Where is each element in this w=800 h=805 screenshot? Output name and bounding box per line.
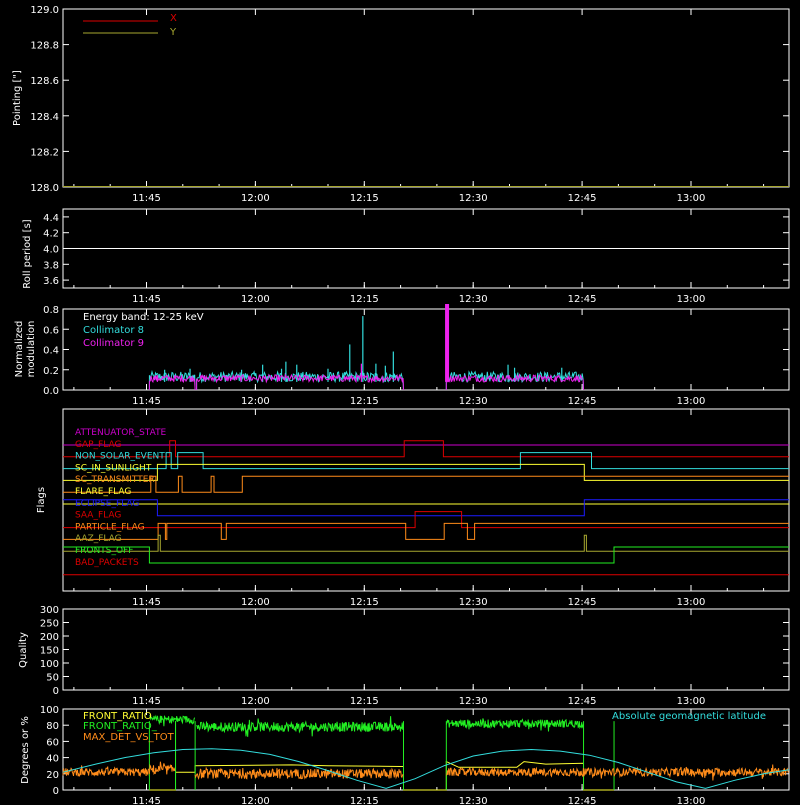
ytick-label: 4.0 <box>43 244 59 256</box>
xtick-label: 12:45 <box>567 396 597 407</box>
ytick-label: 0.0 <box>43 386 59 397</box>
xtick-label: 12:15 <box>349 597 379 608</box>
xtick-label: 12:45 <box>567 193 597 204</box>
xtick-label: 13:00 <box>676 796 706 805</box>
flag-label: NON_SOLAR_EVENT <box>75 451 165 462</box>
flag-label: AAZ_FLAG <box>75 534 122 545</box>
xtick-label: 12:00 <box>240 193 270 204</box>
ratios-ylabel: Degrees or % <box>20 716 31 784</box>
xtick-label: 12:45 <box>567 597 597 608</box>
xtick-label: 13:00 <box>676 696 706 707</box>
ytick-label: 80 <box>46 721 59 733</box>
ytick-label: 300 <box>39 605 59 616</box>
ytick-label: 128.4 <box>30 111 59 123</box>
xtick-label: 12:15 <box>349 294 379 305</box>
xtick-label: 12:00 <box>240 294 270 305</box>
legend-label-collimator-8: Collimator 8 <box>83 325 144 336</box>
ytick-label: 200 <box>39 632 59 643</box>
energy-band-label: Energy band: 12-25 keV <box>83 312 204 323</box>
ytick-label: 0.8 <box>43 305 59 316</box>
xtick-label: 11:45 <box>132 294 161 305</box>
ytick-label: 0 <box>52 686 59 697</box>
geomag-latitude-label: Absolute geomagnetic latitude <box>612 711 766 722</box>
xtick-label: 12:45 <box>567 294 597 305</box>
xtick-label: 13:00 <box>676 597 706 608</box>
ytick-label: 128.8 <box>30 40 59 52</box>
ytick-label: 40 <box>46 753 59 765</box>
xtick-label: 11:45 <box>132 396 161 407</box>
legend-label-x: X <box>170 13 177 24</box>
pointing-ylabel: Pointing ["] <box>12 70 23 126</box>
xtick-label: 13:00 <box>676 193 706 204</box>
ytick-label: 128.2 <box>30 147 59 159</box>
ytick-label: 100 <box>39 659 59 670</box>
xtick-label: 11:45 <box>132 796 161 805</box>
ytick-label: 4.2 <box>43 228 59 240</box>
xtick-label: 13:00 <box>676 396 706 407</box>
legend-label-front-ratio-alt: FRONT_RATIO_ <box>83 721 157 732</box>
ytick-label: 60 <box>46 737 59 749</box>
xtick-label: 12:30 <box>458 294 488 305</box>
quality-ylabel: Quality <box>18 632 29 668</box>
ytick-label: 50 <box>46 672 59 684</box>
ytick-label: 3.8 <box>43 260 59 272</box>
ytick-label: 4.4 <box>43 212 59 224</box>
flag-label: ECLIPSE_FLAG <box>75 498 140 509</box>
xtick-label: 11:45 <box>132 193 161 204</box>
flag-label: SC_TRANSMITTER <box>75 475 155 486</box>
flag-label: SAA_FLAG <box>75 510 122 521</box>
xtick-label: 12:30 <box>458 796 488 805</box>
xtick-label: 12:00 <box>240 396 270 407</box>
ytick-label: 129.0 <box>30 5 59 16</box>
flag-label: GAP_FLAG <box>75 439 122 450</box>
flag-label: ATTENUATOR_STATE <box>75 428 167 438</box>
xtick-label: 12:15 <box>349 193 379 204</box>
ytick-label: 128.6 <box>30 76 59 88</box>
modulation-ylabel-line1: Normalized <box>14 320 25 378</box>
xtick-label: 11:45 <box>132 597 161 608</box>
ytick-label: 0 <box>52 786 59 797</box>
roll-ylabel: Roll period [s] <box>22 219 33 289</box>
flag-label: SC_IN_SUNLIGHT <box>75 463 152 474</box>
legend-label-collimator-9: Collimator 9 <box>83 338 144 349</box>
xtick-label: 12:30 <box>458 597 488 608</box>
ytick-label: 3.6 <box>43 276 59 288</box>
xtick-label: 12:30 <box>458 696 488 707</box>
legend-label-front-ratio: FRONT_RATIO <box>83 711 152 722</box>
ytick-label: 0.2 <box>43 365 59 377</box>
flags-ylabel: Flags <box>36 486 47 514</box>
flag-label: FRONTS_OFF <box>75 546 134 556</box>
xtick-label: 12:00 <box>240 696 270 707</box>
xtick-label: 12:30 <box>458 193 488 204</box>
xtick-label: 12:30 <box>458 396 488 407</box>
ytick-label: 250 <box>39 618 59 630</box>
ytick-label: 0.6 <box>43 325 59 337</box>
modulation-ylabel-line2: modulation <box>26 320 37 378</box>
legend-label-max-det: MAX_DET_VS_TOT <box>83 732 174 743</box>
xtick-label: 12:15 <box>349 696 379 707</box>
ytick-label: 20 <box>46 769 59 781</box>
flag-label: BAD_PACKETS <box>75 557 139 568</box>
xtick-label: 11:45 <box>132 696 161 707</box>
legend-label-y: Y <box>170 27 177 38</box>
ytick-label: 100 <box>39 705 59 716</box>
flag-label: FLARE_FLAG <box>75 487 132 497</box>
xtick-label: 12:15 <box>349 396 379 407</box>
xtick-label: 12:45 <box>567 796 597 805</box>
flag-label: PARTICLE_FLAG <box>75 522 145 533</box>
xtick-label: 12:00 <box>240 597 270 608</box>
xtick-label: 13:00 <box>676 294 706 305</box>
xtick-label: 12:15 <box>349 796 379 805</box>
ytick-label: 0.4 <box>43 345 59 357</box>
ytick-label: 150 <box>39 645 59 657</box>
ytick-label: 128.0 <box>30 183 59 194</box>
xtick-label: 12:00 <box>240 796 270 805</box>
xtick-label: 12:45 <box>567 696 597 707</box>
